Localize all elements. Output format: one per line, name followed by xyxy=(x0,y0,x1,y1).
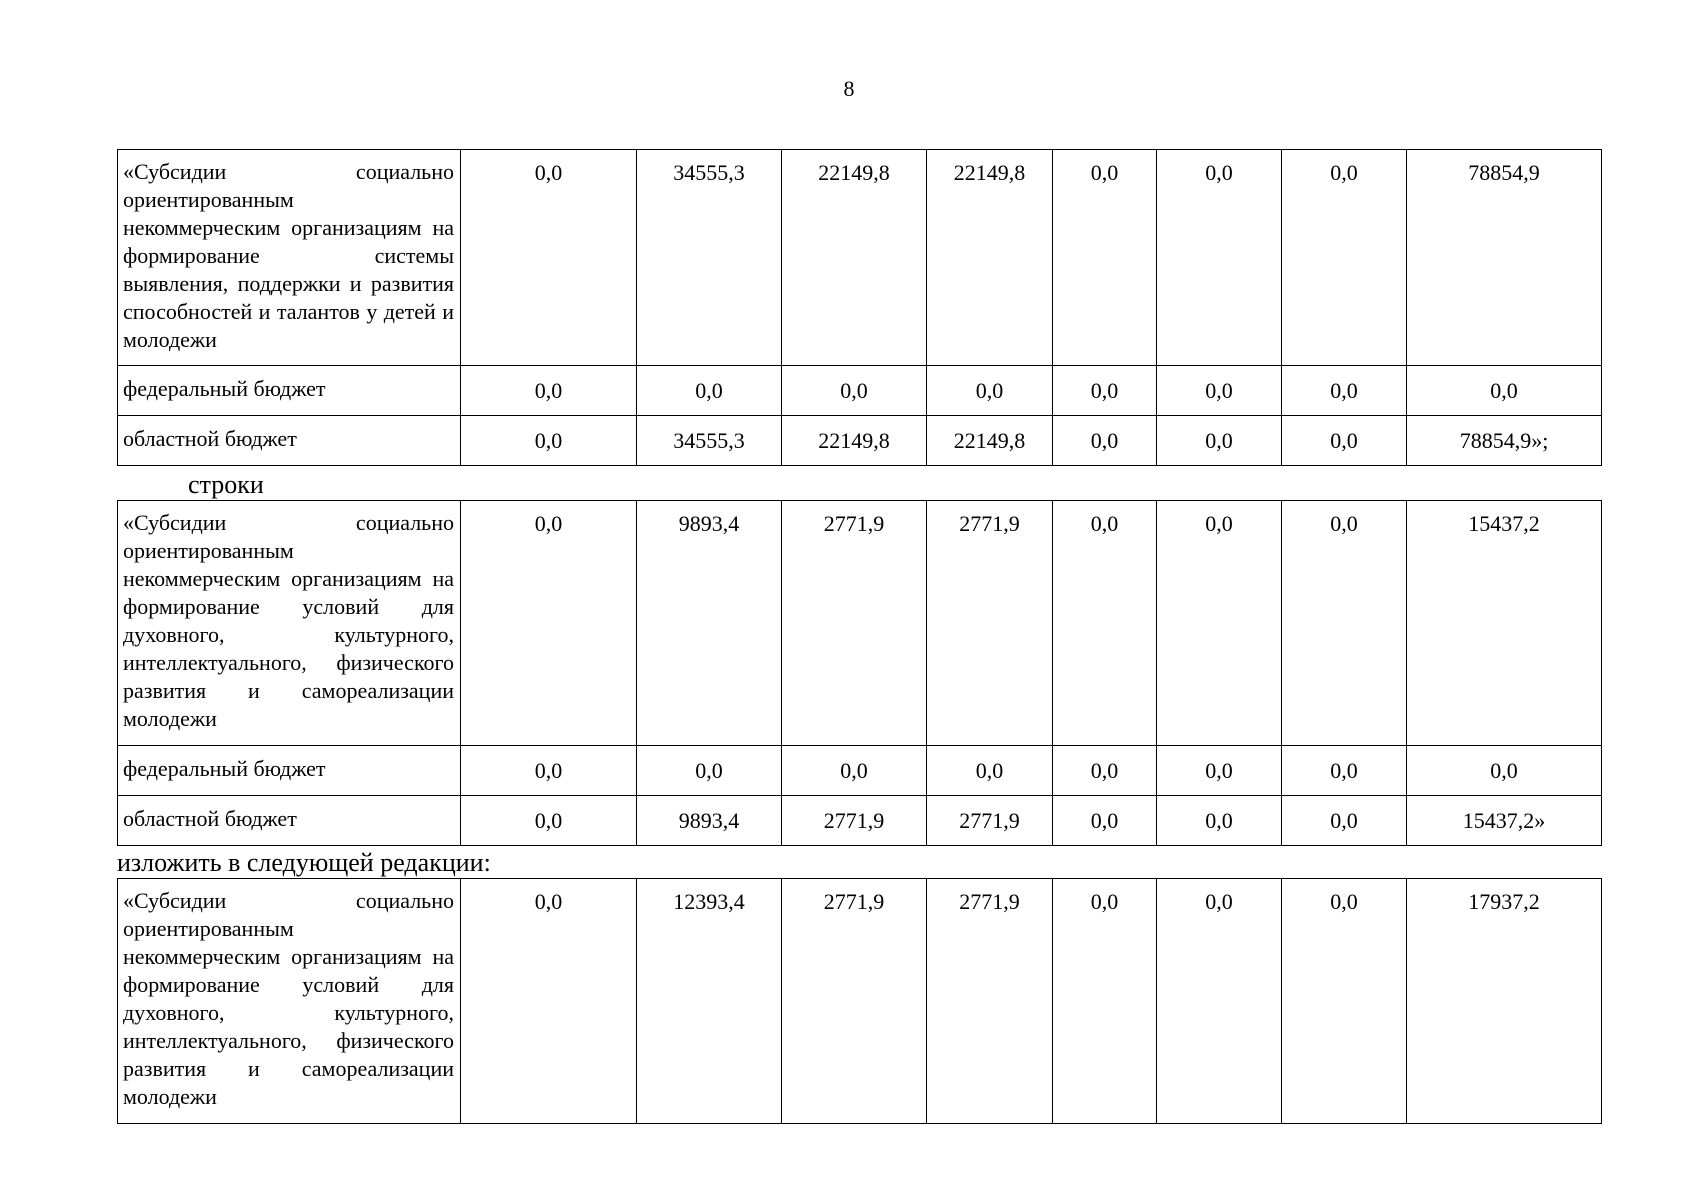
value-cell: 78854,9»; xyxy=(1407,416,1602,466)
value-cell: 34555,3 xyxy=(637,150,782,366)
row-name: «Субсидии социально ориентированным некоммерческим организациям на формирование условий для духовного, культурного, интеллектуального, физического развития и самореализации молодежи xyxy=(118,501,461,746)
value-cell: 0,0 xyxy=(1282,366,1407,416)
row-name: областной бюджет xyxy=(118,416,461,466)
value-cell: 0,0 xyxy=(1282,150,1407,366)
row-name: «Субсидии социально ориентированным некоммерческим организациям на формирование условий для духовного, культурного, интеллектуального, физического развития и самореализации молодежи xyxy=(118,879,461,1124)
value-cell: 0,0 xyxy=(461,366,637,416)
value-cell: 0,0 xyxy=(1282,746,1407,796)
value-cell: 0,0 xyxy=(461,501,637,746)
value-cell: 0,0 xyxy=(461,150,637,366)
row-name: областной бюджет xyxy=(118,796,461,846)
value-cell: 0,0 xyxy=(1157,501,1282,746)
value-cell: 0,0 xyxy=(461,416,637,466)
budget-table-2 xyxy=(117,500,1602,846)
value-cell: 0,0 xyxy=(637,746,782,796)
value-cell: 0,0 xyxy=(1053,150,1157,366)
value-cell: 0,0 xyxy=(1157,796,1282,846)
value-cell: 0,0 xyxy=(1282,796,1407,846)
row-name: федеральный бюджет xyxy=(118,366,461,416)
value-cell: 0,0 xyxy=(1282,501,1407,746)
row-name: «Субсидии социально ориентированным некоммерческим организациям на формирование системы выявления, поддержки и развития способностей и талантов у детей и молодежи xyxy=(118,150,461,366)
value-cell: 9893,4 xyxy=(637,796,782,846)
section-label-stroki: строки xyxy=(188,470,264,499)
budget-table-3 xyxy=(117,878,1602,1124)
value-cell: 15437,2» xyxy=(1407,796,1602,846)
value-cell: 17937,2 xyxy=(1407,879,1602,1124)
value-cell: 0,0 xyxy=(1157,416,1282,466)
value-cell: 0,0 xyxy=(1157,366,1282,416)
value-cell: 0,0 xyxy=(1053,366,1157,416)
value-cell: 15437,2 xyxy=(1407,501,1602,746)
value-cell: 0,0 xyxy=(782,746,927,796)
value-cell: 22149,8 xyxy=(782,416,927,466)
budget-table-1 xyxy=(117,149,1602,466)
row-name: федеральный бюджет xyxy=(118,746,461,796)
table-row-regional xyxy=(118,416,1602,466)
value-cell: 0,0 xyxy=(637,366,782,416)
value-cell: 0,0 xyxy=(461,746,637,796)
page-number: 8 xyxy=(843,76,855,101)
value-cell: 0,0 xyxy=(1053,746,1157,796)
value-cell: 0,0 xyxy=(461,879,637,1124)
value-cell: 0,0 xyxy=(1157,879,1282,1124)
value-cell: 22149,8 xyxy=(927,150,1053,366)
value-cell: 0,0 xyxy=(1053,416,1157,466)
value-cell: 9893,4 xyxy=(637,501,782,746)
value-cell: 2771,9 xyxy=(927,501,1053,746)
value-cell: 0,0 xyxy=(1053,879,1157,1124)
table-row-main xyxy=(118,501,1602,746)
value-cell: 0,0 xyxy=(1282,879,1407,1124)
table-row-federal xyxy=(118,366,1602,416)
value-cell: 22149,8 xyxy=(782,150,927,366)
table-row-main xyxy=(118,150,1602,366)
value-cell: 0,0 xyxy=(1157,746,1282,796)
value-cell: 2771,9 xyxy=(927,879,1053,1124)
value-cell: 0,0 xyxy=(1053,796,1157,846)
value-cell: 2771,9 xyxy=(927,796,1053,846)
table-row-regional xyxy=(118,796,1602,846)
table-row-federal xyxy=(118,746,1602,796)
value-cell: 0,0 xyxy=(1157,150,1282,366)
value-cell: 78854,9 xyxy=(1407,150,1602,366)
value-cell: 34555,3 xyxy=(637,416,782,466)
table-row-main xyxy=(118,879,1602,1124)
value-cell: 0,0 xyxy=(927,746,1053,796)
value-cell: 0,0 xyxy=(461,796,637,846)
section-label-new-edition: изложить в следующей редакции: xyxy=(117,848,491,877)
value-cell: 22149,8 xyxy=(927,416,1053,466)
value-cell: 2771,9 xyxy=(782,796,927,846)
value-cell: 0,0 xyxy=(1407,746,1602,796)
value-cell: 0,0 xyxy=(1407,366,1602,416)
value-cell: 2771,9 xyxy=(782,501,927,746)
value-cell: 12393,4 xyxy=(637,879,782,1124)
value-cell: 0,0 xyxy=(1053,501,1157,746)
value-cell: 0,0 xyxy=(782,366,927,416)
value-cell: 0,0 xyxy=(1282,416,1407,466)
value-cell: 2771,9 xyxy=(782,879,927,1124)
value-cell: 0,0 xyxy=(927,366,1053,416)
